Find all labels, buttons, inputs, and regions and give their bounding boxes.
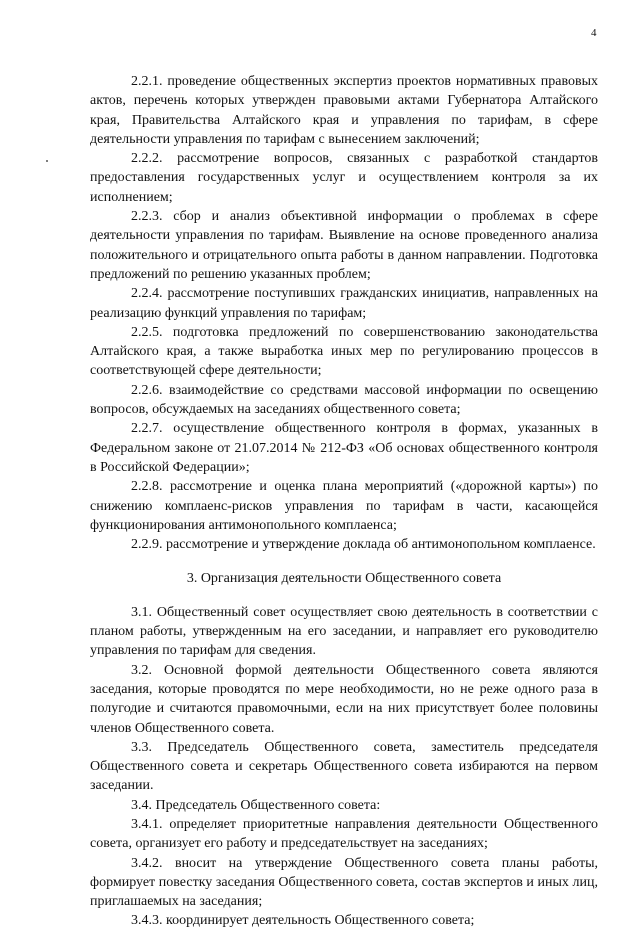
paragraph-2-2-8: 2.2.8. рассмотрение и оценка плана мероприятий («дорожной карты») по снижению комплаенс-рисков управления по тарифам в части, касающейся функционирования антимонопольного комплаенса; (90, 479, 598, 533)
page-number: 4 (591, 27, 597, 39)
paragraph-2-2-2: 2.2.2. рассмотрение вопросов, связанных с разработкой стандартов предоставления государственных услуг и осуществлением контроля за их исполнением; (90, 151, 598, 205)
paragraph-3-4-3: 3.4.3. координирует деятельность Общественного совета; (131, 913, 475, 929)
paragraph-3-1: 3.1. Общественный совет осуществляет свою деятельность в соответствии с планом работы, утвержденным на его заседании, и направляет его руководителю управления по тарифам для сведения. (90, 604, 598, 659)
paragraph-2-2-4: 2.2.4. рассмотрение поступивших гражданских инициатив, направленных на реализацию функций управления по тарифам; (90, 286, 598, 321)
paragraph-3-3: 3.3. Председатель Общественного совета, заместитель председателя Общественного совета и секретарь Общественного совета избираются на первом заседании. (90, 739, 598, 794)
paragraph-3-4: 3.4. Председатель Общественного совета: (131, 797, 381, 813)
paragraph-2-2-1: 2.2.1. проведение общественных экспертиз проектов нормативных правовых актов, перечень которых утвержден правовыми актами Губернатора Алтайского края, Правительства Алтайского края и управления по тарифам, в сфере деятельности управления по тарифам с вынесением заключений; (90, 74, 598, 147)
paragraph-2-2-5: 2.2.5. подготовка предложений по совершенствованию законодательства Алтайского края, а также выработка иных мер по регулированию процессов в соответствующей сфере деятельности; (90, 324, 598, 379)
paragraph-2-2-9: 2.2.9. рассмотрение и утверждение доклада об антимонопольном комплаенсе. (131, 537, 596, 553)
paragraph-3-2: 3.2. Основной формой деятельности Общественного совета являются заседания, которые проводятся по мере необходимости, но не реже одного раза в полугодие и считаются правомочными, если на них присутствует более половины членов Общественного совета. (90, 662, 598, 736)
paragraph-2-2-6: 2.2.6. взаимодействие со средствами массовой информации по освещению вопросов, обсуждаемых на заседаниях общественного совета; (90, 382, 598, 418)
paragraph-3-4-1: 3.4.1. определяет приоритетные направления деятельности Общественного совета, организует его работу и председательствует на заседаниях; (90, 816, 598, 852)
document-body (90, 72, 598, 931)
paragraph-2-2-7: 2.2.7. осуществление общественного контроля в формах, указанных в Федеральном законе от 21.07.2014 № 212-ФЗ «Об основах общественного контроля в Российской Федерации»; (90, 421, 598, 475)
scan-speck (46, 160, 48, 162)
section-3-heading: 3. Организация деятельности Общественного совета (186, 571, 502, 587)
paragraph-3-4-2: 3.4.2. вносит на утверждение Общественного совета планы работы, формирует повестку заседания Общественного совета, состав экспертов и иных лиц, приглашаемых на заседания; (90, 855, 598, 910)
paragraph-2-2-3: 2.2.3. сбор и анализ объективной информации о проблемах в сфере деятельности управления по тарифам. Выявление на основе проведенного анализа положительного и отрицательного опыта работы в данном направлении. Подготовка предложений по решению указанных проблем; (90, 209, 598, 282)
